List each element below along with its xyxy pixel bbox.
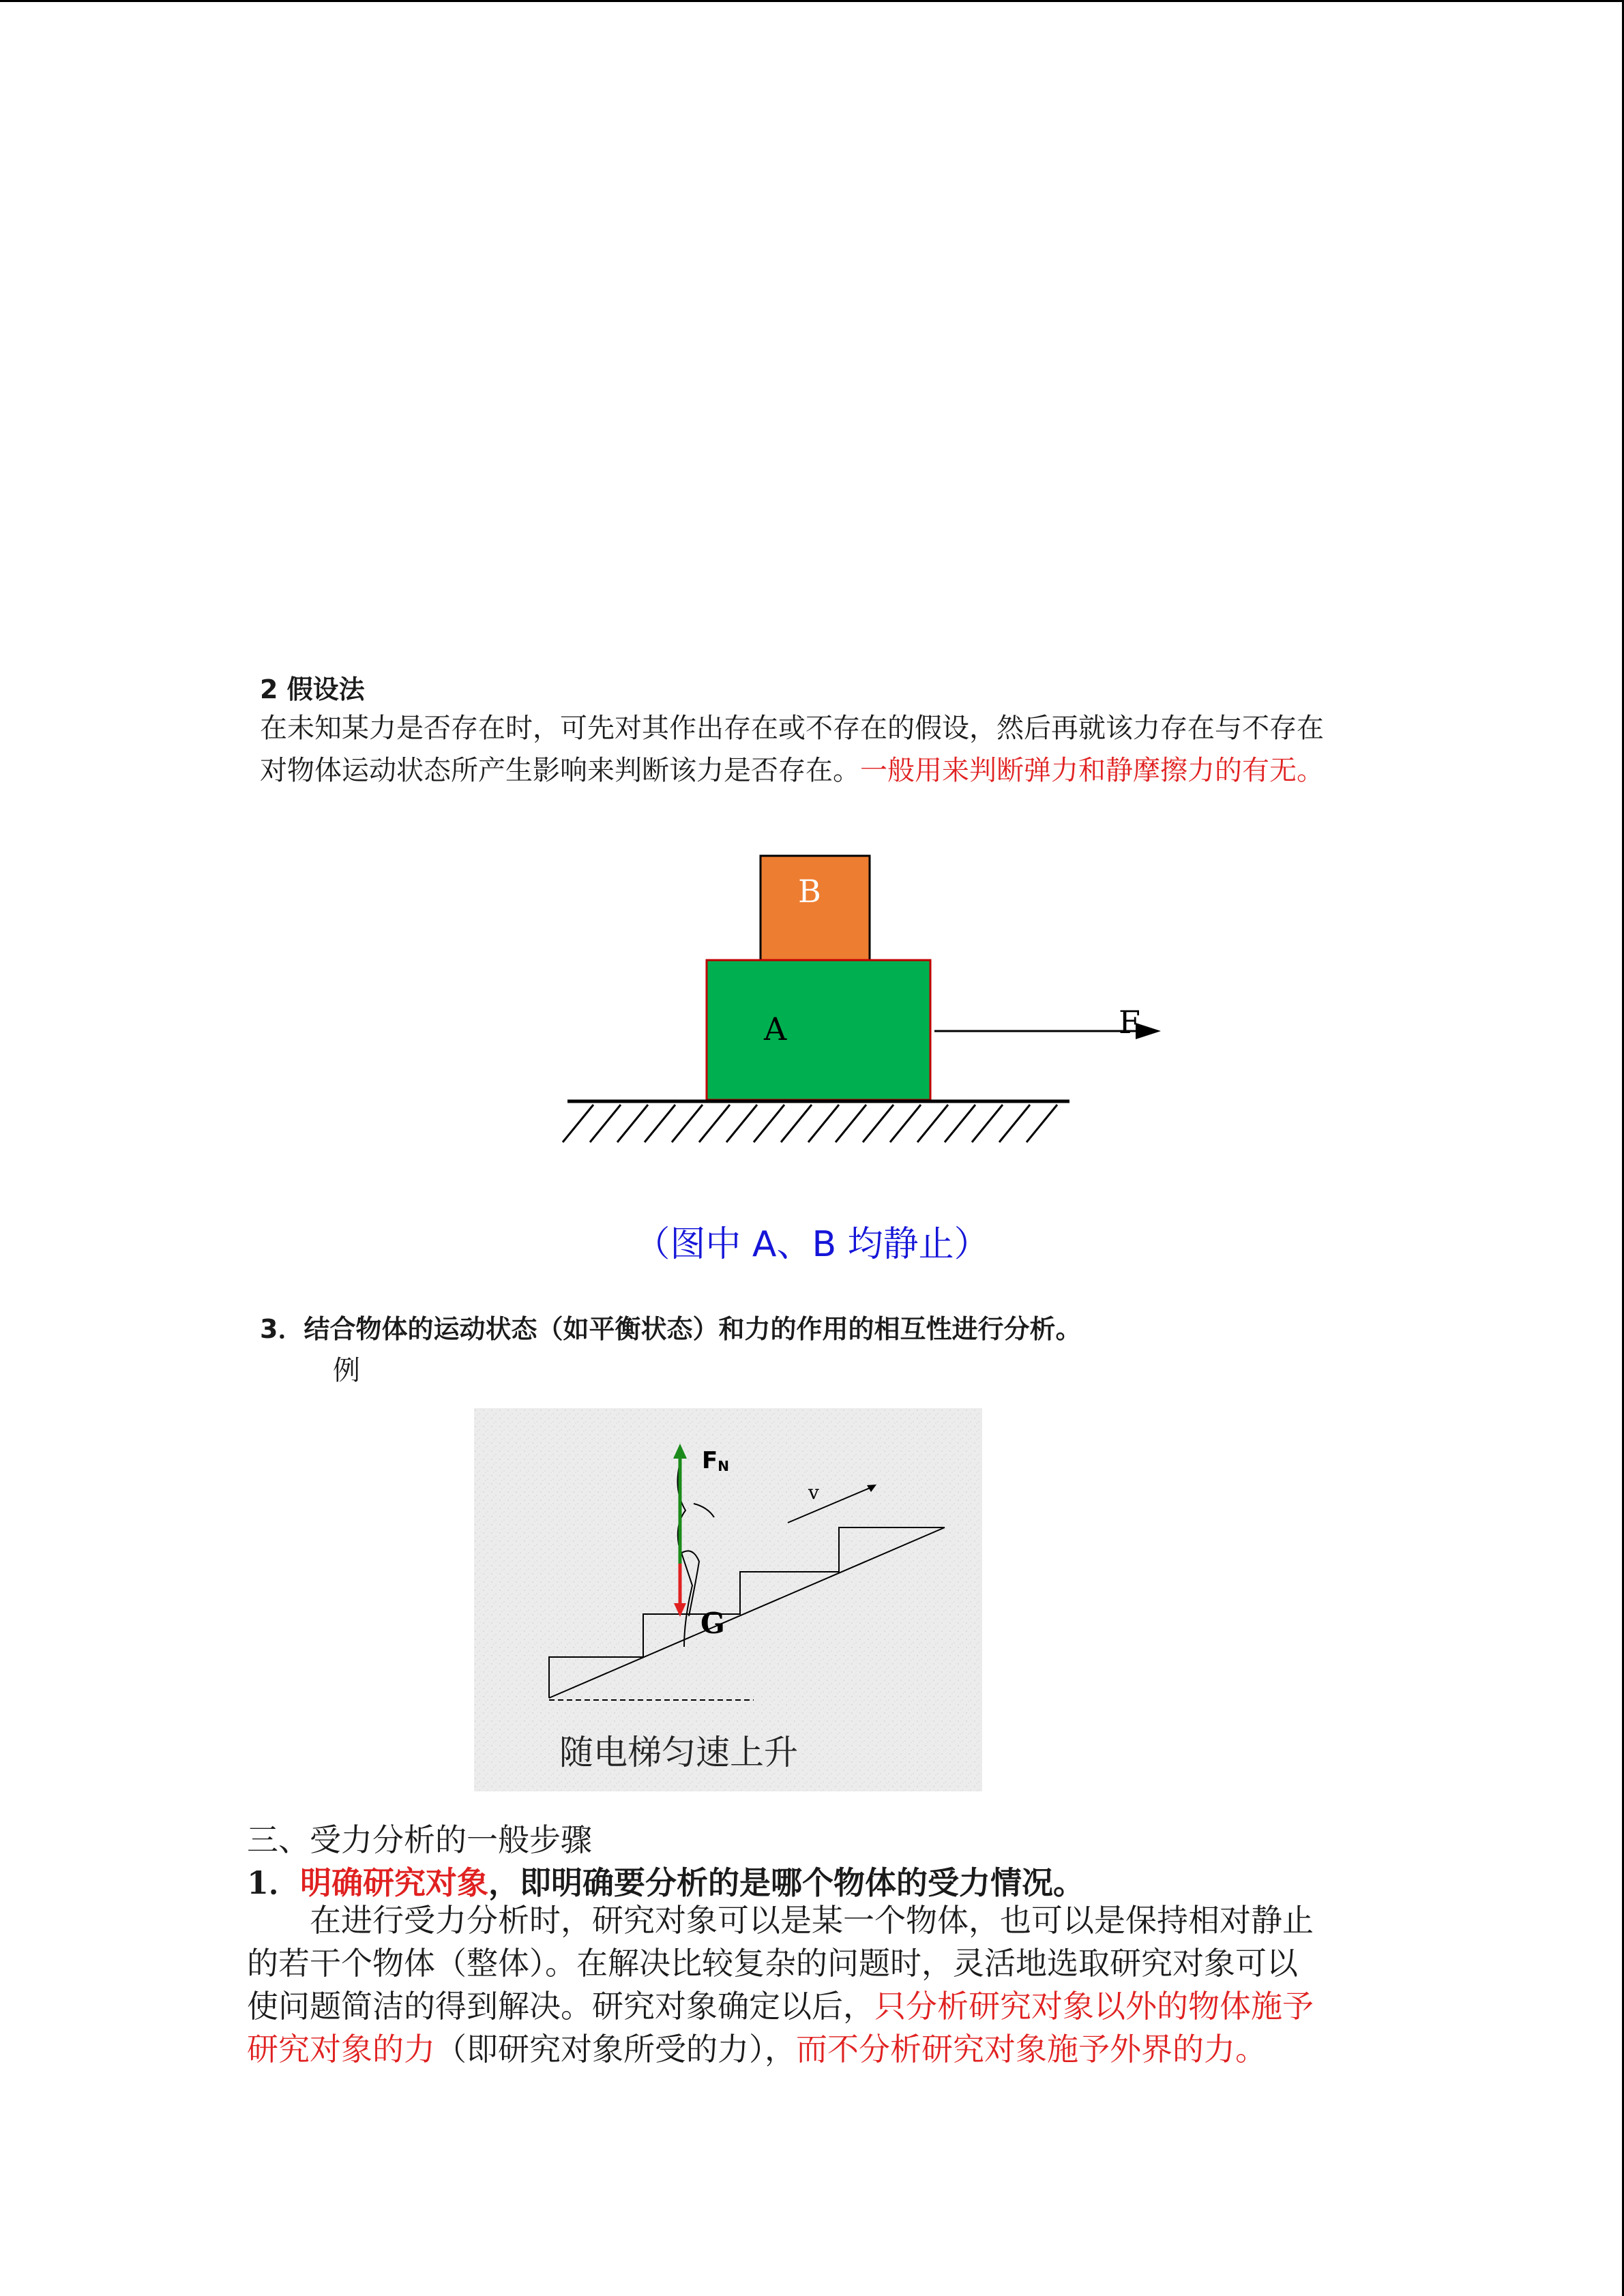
block-diagram xyxy=(559,852,1173,1152)
escalator-caption: 随电梯匀速上升 xyxy=(559,1733,798,1772)
step-1-line-3-red: 只分析研究对象以外的物体施予 xyxy=(874,1988,1314,2025)
block-B-label: B xyxy=(798,873,821,910)
section-2-line-2-red: 一般用来判断弹力和静摩擦力的有无。 xyxy=(860,755,1324,786)
section-2-line-1: 在未知某力是否存在时，可先对其作出存在或不存在的假设，然后再就该力存在与不存在 xyxy=(260,713,1324,744)
section-3-heading: 3．结合物体的运动状态（如平衡状态）和力的作用的相互性进行分析。 xyxy=(260,1314,1082,1344)
step-1-paragraph xyxy=(247,1899,1379,2071)
block-A-label: A xyxy=(764,1011,787,1047)
page-border-top xyxy=(0,0,1624,2)
step-1-line-4 xyxy=(247,2028,1379,2071)
step-1-line-3 xyxy=(247,1985,1379,2028)
step-1-line-3-normal: 使问题简洁的得到解决。研究对象确定以后， xyxy=(247,1988,874,2025)
step-1-line-4-normal: （即研究对象所受的力）， xyxy=(435,2031,796,2068)
part-3-title: 三、受力分析的一般步骤 xyxy=(247,1821,592,1858)
section-2-heading: 2 假设法 xyxy=(260,674,365,704)
velocity-label: v xyxy=(808,1481,819,1504)
step-1-rest: ，即明确要分析的是哪个物体的受力情况。 xyxy=(488,1864,1085,1901)
ground-hatching xyxy=(563,1105,1057,1142)
section-2-line-2-normal: 对物体运动状态所产生影响来判断该力是否存在。 xyxy=(260,755,860,786)
step-1-line-4-red-a: 研究对象的力 xyxy=(247,2031,435,2068)
section-2-paragraph xyxy=(260,707,1392,792)
step-1-line-2: 的若干个物体（整体）。在解决比较复杂的问题时，灵活地选取研究对象可以 xyxy=(247,1945,1298,1982)
force-F-label: F xyxy=(1119,1004,1140,1041)
step-1-line-1: 在进行受力分析时，研究对象可以是某一个物体，也可以是保持相对静止 xyxy=(310,1902,1314,1939)
section-2-line-2 xyxy=(260,749,1392,792)
step-1-heading xyxy=(247,1858,1084,1903)
step-1-number: 1． xyxy=(247,1864,301,1901)
step-1-line-4-red-b: 而不分析研究对象施予外界的力。 xyxy=(796,2031,1267,2068)
gravity-label: G xyxy=(700,1607,725,1640)
diagram-1-caption: （图中 A、B 均静止） xyxy=(634,1224,990,1265)
escalator-diagram xyxy=(474,1408,982,1791)
block-A xyxy=(707,960,930,1100)
normal-force-label: FN xyxy=(702,1447,729,1474)
step-1-red: 明确研究对象 xyxy=(300,1864,489,1901)
example-label: 例 xyxy=(333,1355,360,1386)
